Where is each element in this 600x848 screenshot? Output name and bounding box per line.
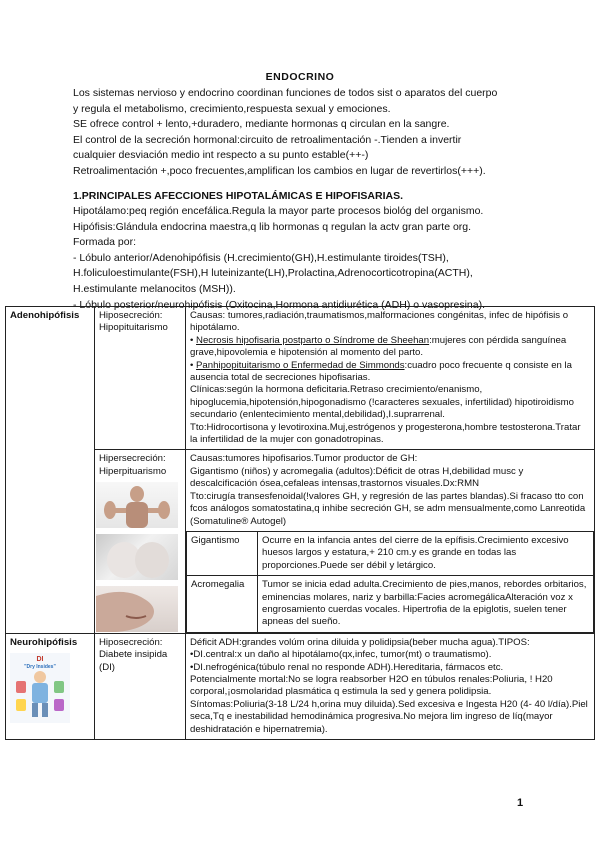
- page-number: 1: [517, 797, 524, 809]
- intro-line: cualquier desviación medio int respecto a su punto estable(++-): [73, 149, 369, 162]
- section-line: Hipotálamo:peq región encefálica.Regula la mayor parte procesos biológ del organismo.: [73, 205, 484, 217]
- intro-line: y regula el metabolismo, crecimiento,respuesta sexual y emociones.: [73, 102, 391, 115]
- acromegalia-text: Tumor se inicia edad adulta.Crecimiento de pies,manos, rebordes orbitarios, eminencias molares, nariz y barbilla:Facies acromegálicaAlteración voz x engrosamiento cuerdas vocales. Hipertrofia de la epiglotis, suelen tener apneas del sueño.: [258, 576, 594, 633]
- acromegalic-face-photo: [96, 586, 178, 632]
- table-row: [187, 576, 594, 633]
- hiper-subtable: [186, 531, 594, 633]
- hiper-description-cell: [186, 450, 595, 633]
- panhipo-title: Panhipopituitarismo o Enfermedad de Simmonds: [196, 359, 405, 371]
- hiper-tto: Tto:cirugía transesfenoidal(!valores GH, y regresión de las partes blandas).Si fracaso tto con fcos análogos somatostatina,q inhibe secreción GH, se adm mensualmente,como Lanreotida (Somatuline® Autogel): [190, 490, 586, 527]
- intro-line: SE ofrece control + lento,+duradero, mediante hormonas q circulan en la sangre.: [73, 118, 450, 131]
- neuro-label: Neurohipófisis: [10, 636, 78, 648]
- necrosis-title: Necrosis hipofisaria postparto o Síndrome de Sheehan: [196, 334, 430, 346]
- hiper-cell: [95, 450, 186, 633]
- enlarged-hands-photo: [96, 534, 178, 580]
- intro-line: El control de la secreción hormonal:circuito de retroalimentación -.Tienden a invertir: [73, 133, 462, 146]
- section-line: Formada por:: [73, 236, 137, 249]
- face-profile-icon: [96, 586, 178, 632]
- section-line: - Lóbulo anterior/Adenohipófisis (H.crecimiento(GH),H.estimulante tiroides(TSH),: [73, 251, 449, 264]
- di-illustration-subtitle: "Dry Insides": [24, 664, 56, 671]
- section-line: - Lóbulo posterior/neurohipófisis (Oxitocina,Hormona antidiurética (ADH) o vasopresina).: [73, 298, 486, 311]
- section-line: Hipófisis:Glándula endocrina maestra,q lib hormonas q regulan la actv gran parte org.: [73, 220, 472, 233]
- neuro-line: Síntomas:Poliuria(3-18 L/24 h,orina muy diluida).Sed excesiva e Ingesta H20 (4- 40 l/día).Piel seca,Tq e inestabilidad hemodinámica progresiva.No mejora lim ingreso de líq(mayor deshidratación e hipernatremia).: [190, 698, 588, 735]
- neuro-line: •DI.central:x un daño al hipotálamo(qx,infec, tumor(mt) o traumatismo).: [190, 649, 492, 661]
- hiper-causas: Causas:tumores hipofisarios.Tumor productor de GH:: [190, 453, 418, 465]
- neuro-line: Déficit ADH:grandes volúm orina diluida y polidipsia(beber mucha agua).TIPOS:: [190, 636, 530, 648]
- neuro-cell: [6, 633, 95, 739]
- affections-table: [5, 306, 595, 740]
- hiper-detalle: Gigantismo (niños) y acromegalia (adultos):Déficit de otras H,debilidad musc y descalcificación ósea,cefaleas intensas,trastornos visuales.Dx:RMN: [190, 465, 524, 490]
- intro-line: Retroalimentación +,poco frecuentes,amplifican los cambios en lugar de revertirlos(+++).: [73, 164, 486, 177]
- intro-line: Los sistemas nervioso y endocrino coordinan funciones de todos sist o aparatos del cuerpo: [73, 87, 498, 99]
- hiper-images: [95, 478, 185, 632]
- table-row: [187, 531, 594, 575]
- neuro-description: [186, 633, 595, 739]
- section-line: H.estimulante melanocitos (MSH)).: [73, 282, 236, 295]
- panhipo-item: • Panhipopituitarismo o Enfermedad de Simmonds:cuadro poco frecuente q consiste en la ausencia total de secreciones hipofisarias.: [190, 359, 573, 384]
- adeno-label: Adenohipófisis: [6, 307, 95, 634]
- neuro-line: Potencialmente mortal:No se logra reabsorber H2O en túbulos renales:Poliuria, ! H20 corporal,¡osmolaridad plasmática q estimula la sed y genera polidipsia.: [190, 673, 553, 698]
- hiper-description: [186, 450, 594, 530]
- intro-paragraph: [73, 86, 543, 180]
- table-row: [6, 307, 595, 450]
- hipo-causas: Causas: tumores,radiación,traumatismos,malformaciones congénitas, infec de hipófisis o hipotálamo.: [190, 310, 569, 334]
- table-row: [6, 633, 595, 739]
- table-row: [6, 450, 595, 633]
- hipo-tto: Tto:Hidrocortisona y levotiroxina.Muj,estrógenos y progesterona,hombre testosterona.Tratar la infertilidad de la mujer con gonadotropinas.: [190, 421, 581, 446]
- gigantismo-text: Ocurre en la infancia antes del cierre de la epífisis.Crecimiento excesivo huesos largos y estatura,+ 210 cm.y es grande en todas las proporciones.Puede ser débil y letárgico.: [258, 531, 594, 575]
- page-title: ENDOCRINO: [265, 71, 335, 83]
- hands-icon: [96, 534, 178, 580]
- acromegaly-patient-photo: [96, 482, 178, 528]
- di-illustration-title: DI: [36, 656, 44, 664]
- section-1: [73, 188, 543, 313]
- hiper-label: Hipersecreción: Hiperpituarismo: [99, 453, 167, 477]
- section-line: H.foliculoestimulante(FSH),H luteinizante(LH),Prolactina,Adrenocorticotropina(ACTH),: [73, 267, 473, 280]
- acromegalia-label: Acromegalia: [187, 576, 258, 633]
- hipo-description: [186, 307, 595, 450]
- necrosis-item: • Necrosis hipofisaria postparto o Síndrome de Sheehan:mujeres con pérdida sanguínea grave,hipovolemia e hipotensión al momento del parto.: [190, 334, 567, 359]
- person-figure-icon: [96, 482, 178, 528]
- gigantismo-label: Gigantismo: [187, 531, 258, 575]
- neuro-hipo-label: Hiposecreción: Diabete insipida (DI): [95, 633, 186, 739]
- diabetes-insipida-illustration-icon: [10, 653, 70, 723]
- neuro-line: •DI.nefrogénica(túbulo renal no responde ADH).Hereditaria, fármacos etc.: [190, 661, 504, 673]
- necrosis-text: :mujeres con pérdida sanguínea grave,hipovolemia e hipotensión al momento del parto.: [190, 334, 567, 359]
- panhipo-text: :cuadro poco frecuente q consiste en la ausencia total de secreciones hipofisarias.: [190, 359, 573, 384]
- section-heading: 1.PRINCIPALES AFECCIONES HIPOTALÁMICAS E HIPOFISARIAS.: [73, 190, 404, 202]
- hipo-label: Hiposecreción: Hipopituitarismo: [95, 307, 186, 450]
- hipo-clinicas: Clínicas:según la hormona deficitaria.Retraso crecimiento/enanismo, hipoglucemia,hipotensión,hipogonadismo (!caracteres sexuales, infertilidad) hipotiroidismo secundario (enlentecimiento mental,debilidad),I.suprarrenal.: [190, 384, 574, 421]
